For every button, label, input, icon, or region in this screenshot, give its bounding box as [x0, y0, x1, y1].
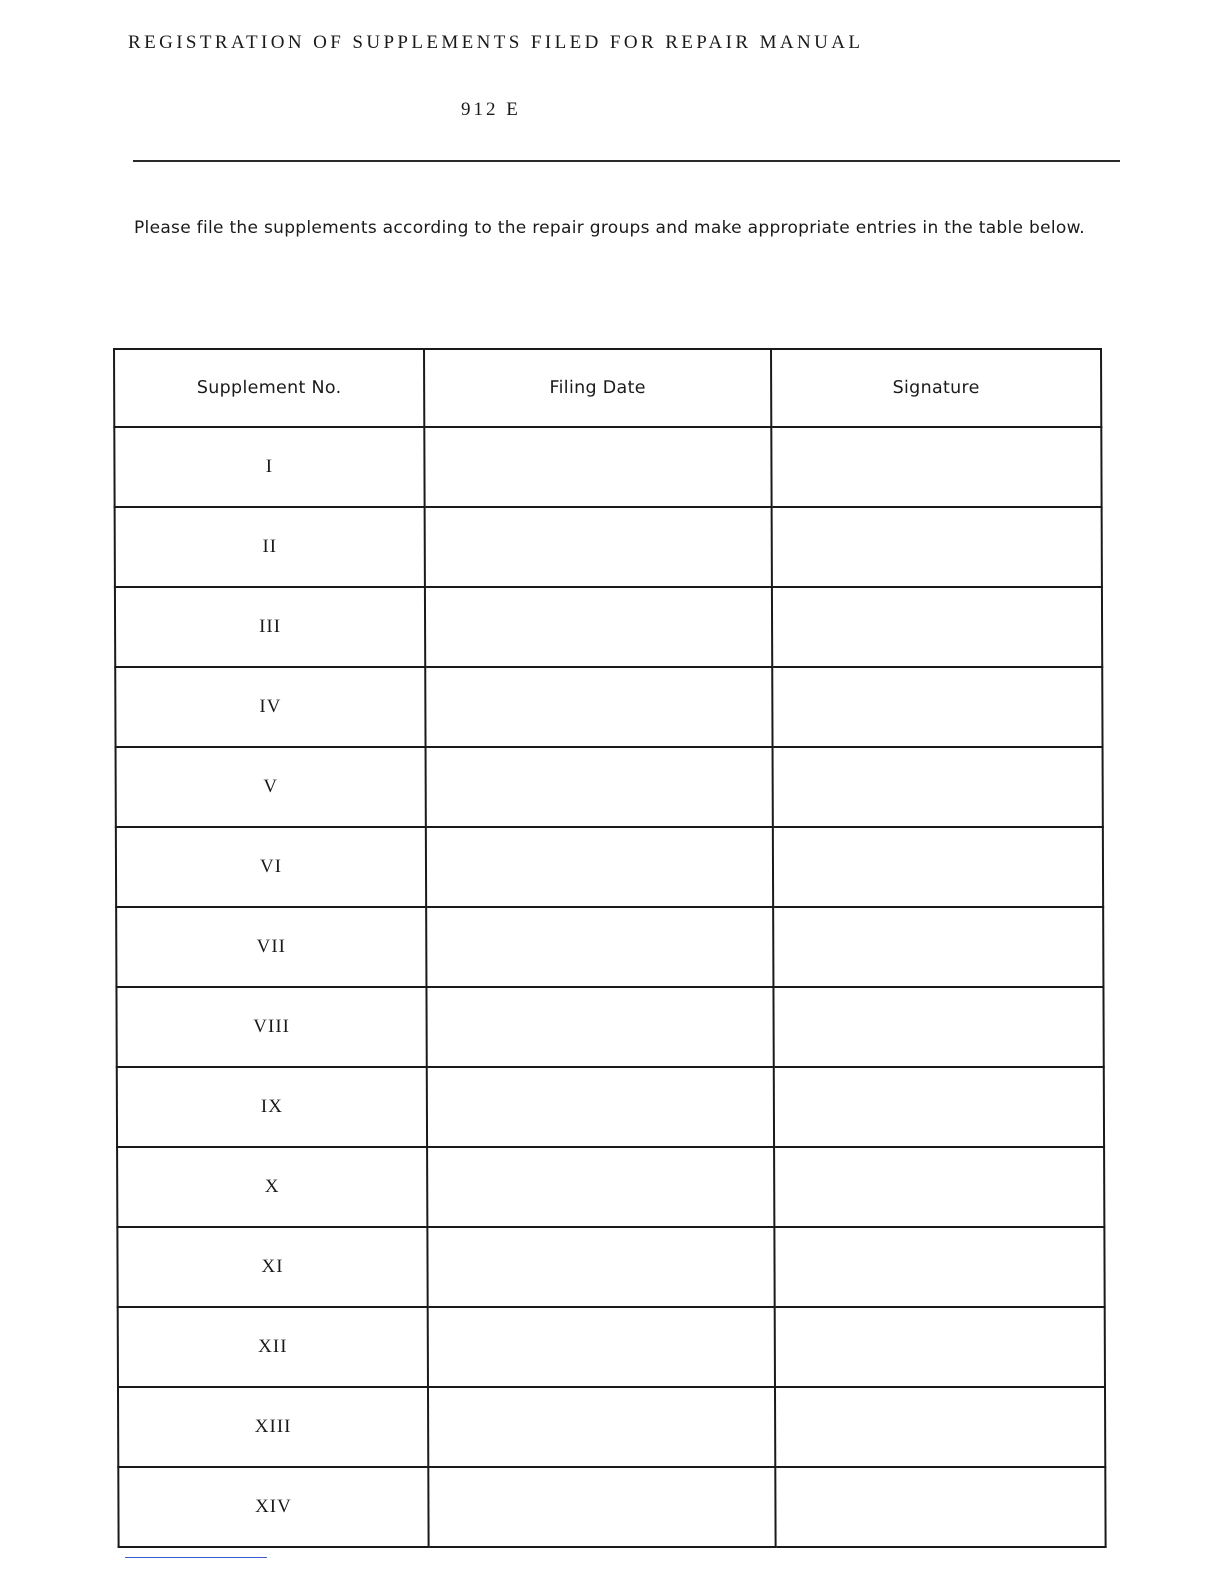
table-header-row — [114, 349, 1101, 427]
instruction-text: Please file the supplements according to the repair groups and make appropriate entries in the table below. — [134, 218, 1085, 238]
filing-date-cell[interactable] — [424, 427, 771, 507]
table-row — [116, 987, 1103, 1067]
table-row — [118, 1307, 1105, 1387]
table-row — [117, 1147, 1104, 1227]
table-body — [114, 427, 1105, 1547]
signature-cell[interactable] — [774, 1067, 1104, 1147]
supplement-number: IX — [117, 1067, 427, 1147]
filing-date-cell[interactable] — [426, 747, 773, 827]
signature-cell[interactable] — [773, 747, 1103, 827]
footer-link-underline — [125, 1557, 267, 1558]
table-row — [117, 1067, 1104, 1147]
table-row — [116, 747, 1103, 827]
supplement-number: XI — [117, 1227, 427, 1307]
filing-date-cell[interactable] — [428, 1307, 775, 1387]
header-divider — [133, 160, 1120, 162]
filing-date-cell[interactable] — [426, 907, 773, 987]
supplement-number: VII — [116, 907, 426, 987]
signature-cell[interactable] — [773, 907, 1103, 987]
supplement-number: XII — [118, 1307, 428, 1387]
model-designation: 912 E — [461, 99, 521, 120]
supplement-number: II — [115, 507, 425, 587]
table-row — [118, 1467, 1105, 1547]
supplement-number: III — [115, 587, 425, 667]
table-row — [115, 507, 1102, 587]
supplement-number: XIII — [118, 1387, 428, 1467]
table-row — [115, 667, 1102, 747]
signature-cell[interactable] — [771, 427, 1101, 507]
table-row — [118, 1387, 1105, 1467]
filing-date-cell[interactable] — [425, 587, 772, 667]
filing-date-cell[interactable] — [428, 1467, 775, 1547]
table-row — [117, 1227, 1104, 1307]
table-row — [115, 587, 1102, 667]
filing-date-cell[interactable] — [427, 1067, 774, 1147]
supplement-number: IV — [115, 667, 425, 747]
filing-date-cell[interactable] — [425, 667, 772, 747]
filing-date-cell[interactable] — [425, 507, 772, 587]
signature-cell[interactable] — [772, 587, 1102, 667]
signature-cell[interactable] — [775, 1467, 1105, 1547]
table-row — [114, 427, 1101, 507]
signature-cell[interactable] — [772, 667, 1102, 747]
signature-cell[interactable] — [775, 1307, 1105, 1387]
filing-date-header: Filing Date — [424, 349, 771, 427]
filing-date-cell[interactable] — [428, 1387, 775, 1467]
supplement-number: I — [114, 427, 424, 507]
supplement-number: V — [116, 747, 426, 827]
signature-cell[interactable] — [774, 1147, 1104, 1227]
supplement-registration-table — [113, 348, 1107, 1548]
signature-cell[interactable] — [772, 507, 1102, 587]
table-row — [116, 827, 1103, 907]
supplement-no-header: Supplement No. — [114, 349, 424, 427]
document-title: REGISTRATION OF SUPPLEMENTS FILED FOR REPAIR MANUAL — [128, 32, 864, 53]
signature-cell[interactable] — [775, 1387, 1105, 1467]
signature-cell[interactable] — [773, 827, 1103, 907]
filing-date-cell[interactable] — [426, 827, 773, 907]
signature-header: Signature — [771, 349, 1101, 427]
table-row — [116, 907, 1103, 987]
filing-date-cell[interactable] — [426, 987, 773, 1067]
supplement-number: VIII — [116, 987, 426, 1067]
supplement-number: XIV — [118, 1467, 428, 1547]
supplement-number: X — [117, 1147, 427, 1227]
signature-cell[interactable] — [773, 987, 1103, 1067]
filing-date-cell[interactable] — [427, 1147, 774, 1227]
supplement-number: VI — [116, 827, 426, 907]
signature-cell[interactable] — [774, 1227, 1104, 1307]
filing-date-cell[interactable] — [427, 1227, 774, 1307]
